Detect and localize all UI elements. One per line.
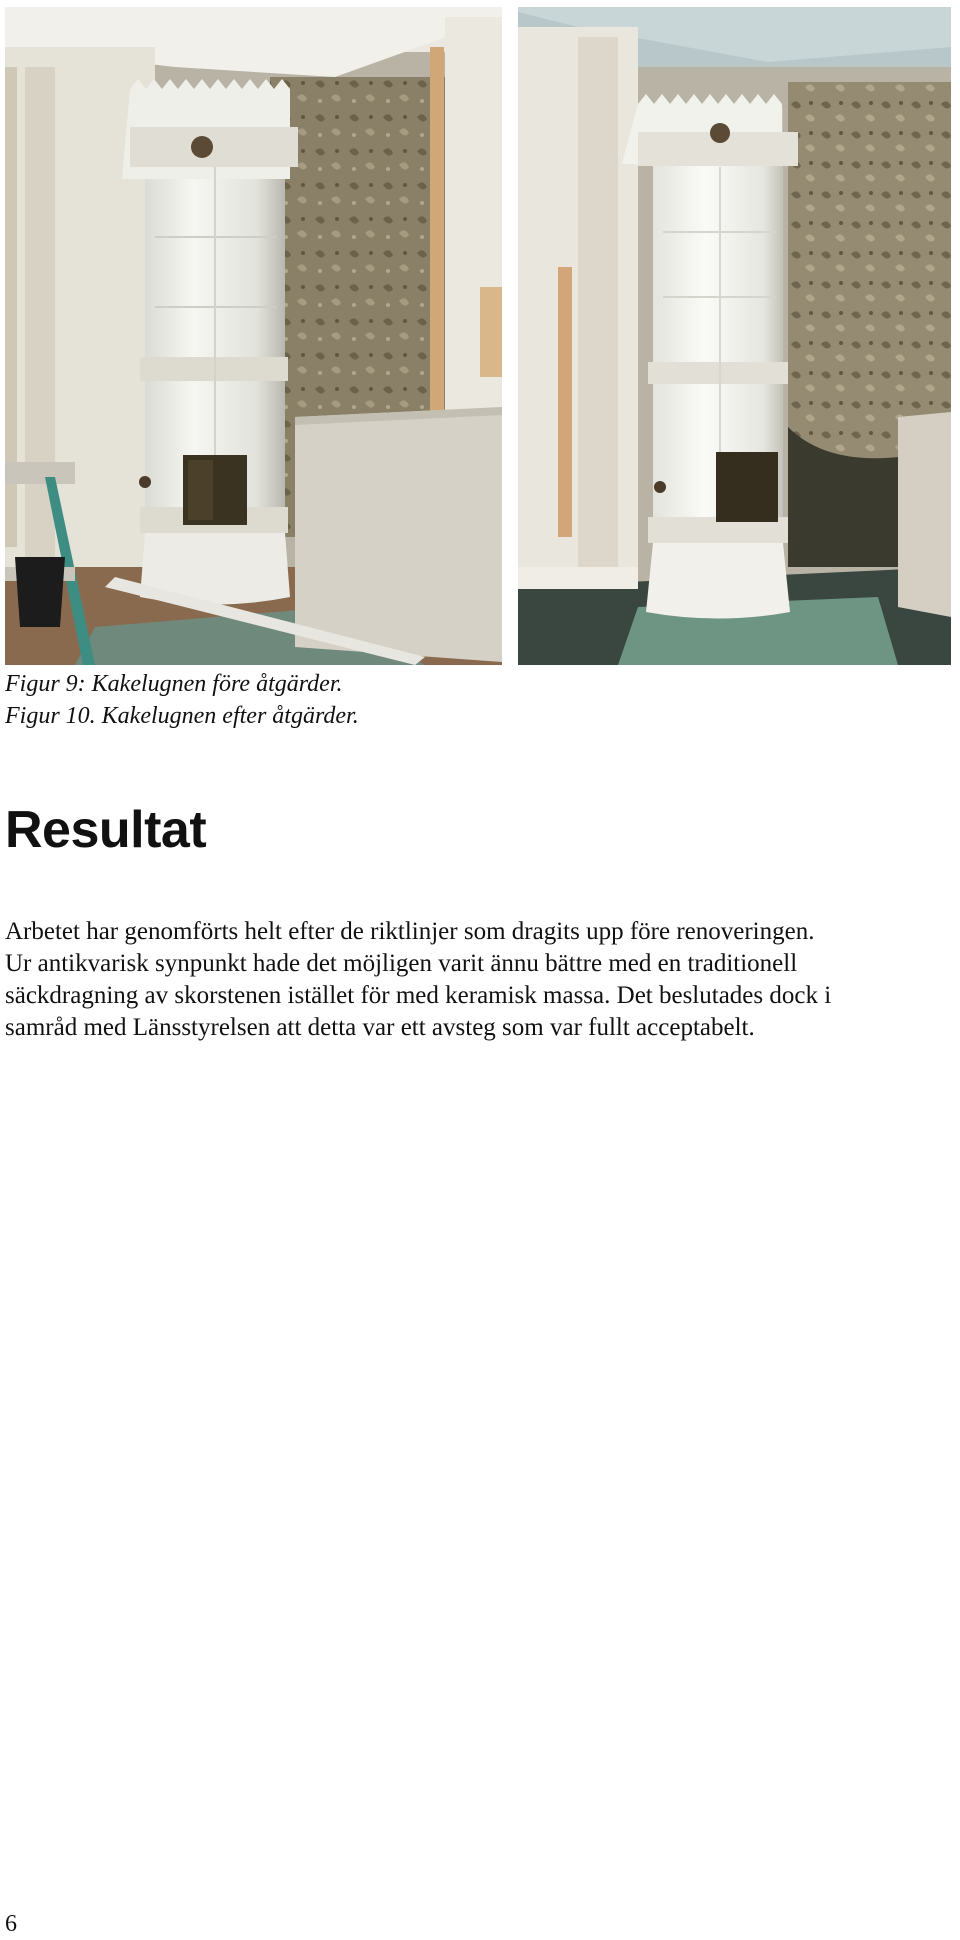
paragraph-line: samråd med Länsstyrelsen att detta var ett avsteg som var fullt acceptabelt. — [5, 1014, 755, 1041]
paragraph-line: säckdragning av skorstenen istället för med keramisk massa. Det beslutades dock i — [5, 982, 832, 1009]
paragraph-line: Arbetet har genomförts helt efter de riktlinjer som dragits upp före renoveringen. — [5, 918, 815, 945]
photo-stove-after — [518, 7, 951, 665]
figure-caption-9: Figur 9: Kakelugnen före åtgärder. — [5, 671, 343, 697]
body-paragraph — [5, 916, 960, 1044]
figure-caption-10: Figur 10. Kakelugnen efter åtgärder. — [5, 703, 359, 729]
section-heading: Resultat — [5, 801, 207, 859]
paragraph-line: Ur antikvarisk synpunkt hade det möjligen varit ännu bättre med en traditionell — [5, 950, 798, 977]
photo-stove-before — [5, 7, 502, 665]
page-number: 6 — [5, 1911, 17, 1937]
